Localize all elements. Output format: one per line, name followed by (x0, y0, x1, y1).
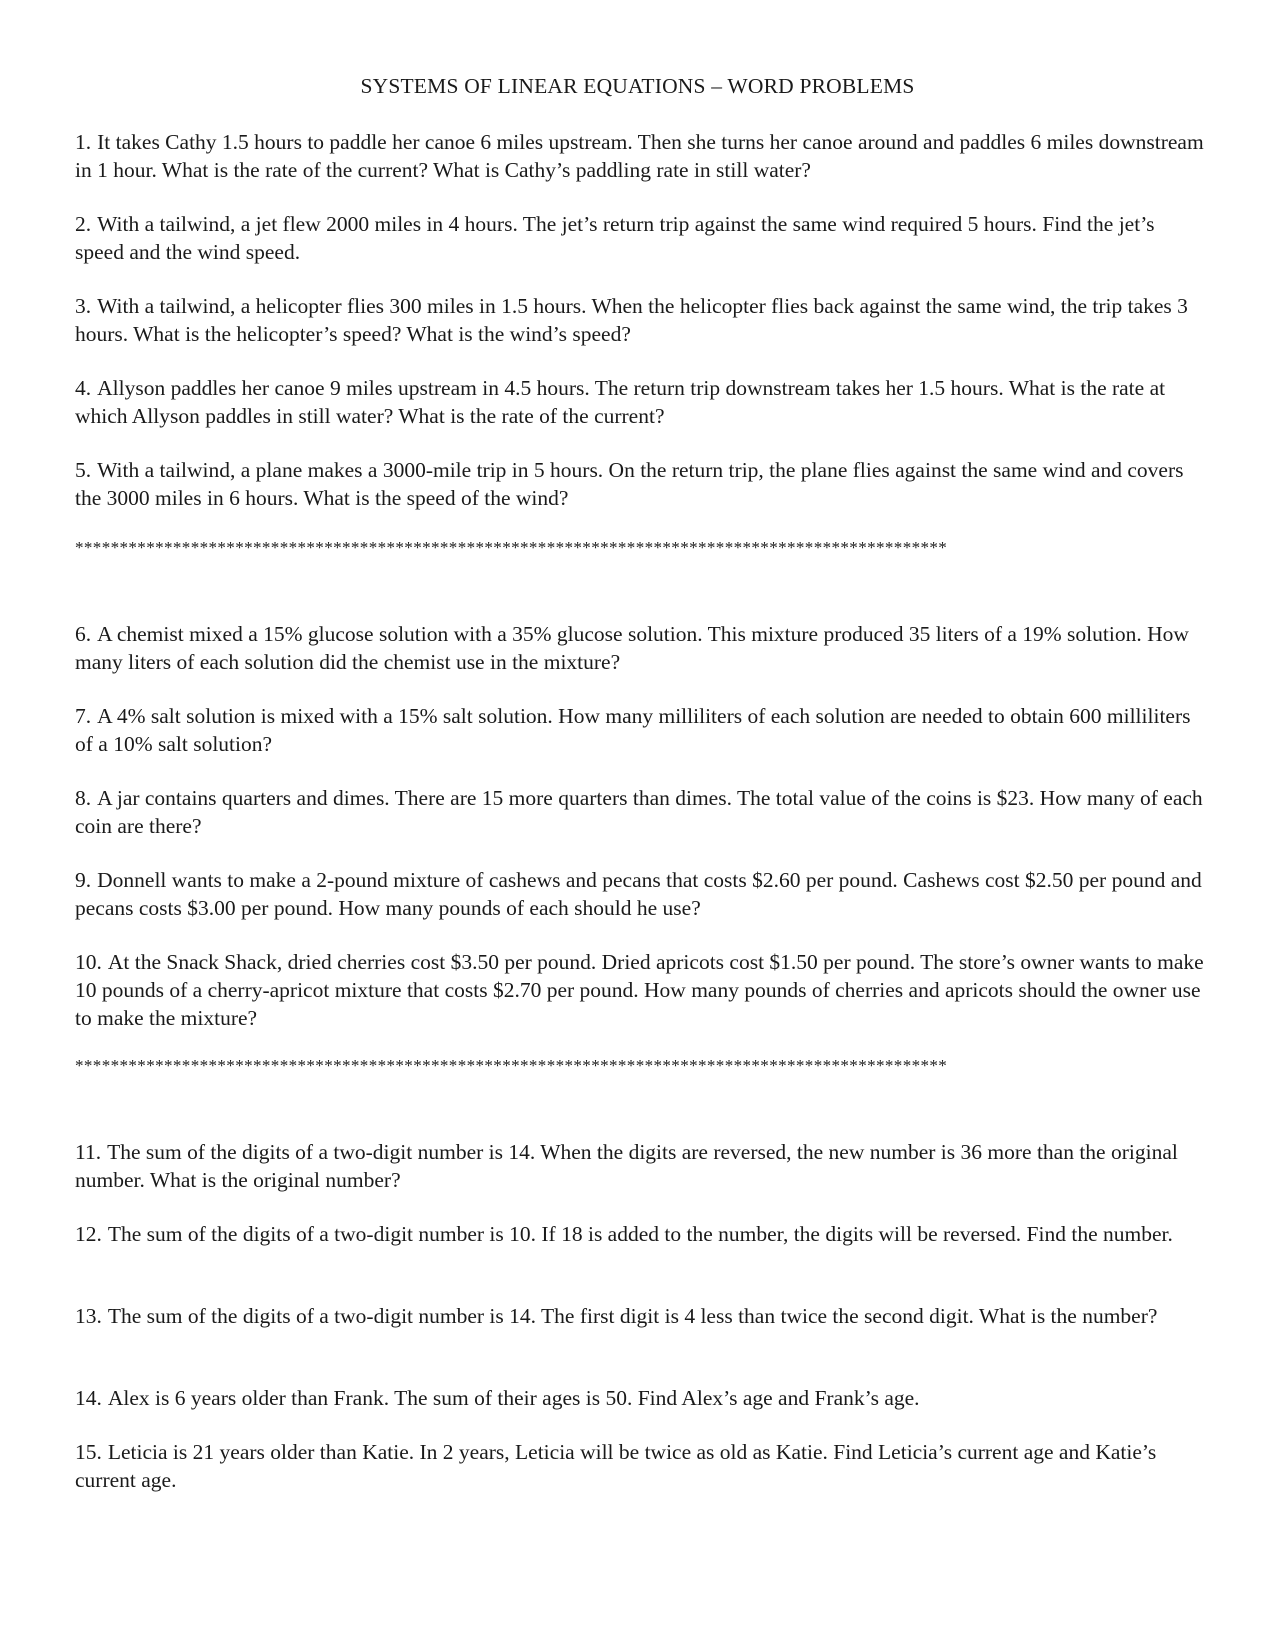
problem-11 (75, 1138, 1205, 1194)
page-title: SYSTEMS OF LINEAR EQUATIONS – WORD PROBLEMS (360, 74, 915, 98)
problem-text: At the Snack Shack, dried cherries cost $3.50 per pound. Dried apricots cost $1.50 per pound. The store’s owner wants to make 10 pounds of a cherry-apricot mixture that costs $2.70 per pound. How many pounds of cherries and apricots should the owner use to make the mixture? (75, 950, 1204, 1030)
problem-7 (75, 702, 1205, 758)
problem-15 (75, 1438, 1205, 1494)
problem-text: Alex is 6 years older than Frank. The sum of their ages is 50. Find Alex’s age and Frank’s age. (107, 1386, 920, 1410)
problem-text: Allyson paddles her canoe 9 miles upstream in 4.5 hours. The return trip downstream takes her 1.5 hours. What is the rate at which Allyson paddles in still water? What is the rate of the current? (75, 376, 1166, 428)
problem-10 (75, 948, 1205, 1032)
problem-number: 4. (75, 376, 92, 400)
problem-6 (75, 620, 1205, 676)
problem-14 (75, 1384, 1205, 1412)
problem-number: 5. (75, 458, 92, 482)
problem-text: With a tailwind, a plane makes a 3000-mile trip in 5 hours. On the return trip, the plane flies against the same wind and covers the 3000 miles in 6 hours. What is the speed of the wind? (75, 458, 1184, 510)
problem-text: With a tailwind, a helicopter flies 300 miles in 1.5 hours. When the helicopter flies back against the same wind, the trip takes 3 hours. What is the helicopter’s speed? What is the wind’s speed? (75, 294, 1188, 346)
problem-8 (75, 784, 1205, 840)
problem-number: 10. (75, 950, 102, 974)
problem-number: 1. (75, 130, 92, 154)
problem-4 (75, 374, 1205, 430)
problem-number: 15. (75, 1440, 102, 1464)
problem-13 (75, 1302, 1205, 1330)
problem-9 (75, 866, 1205, 922)
problem-text: A 4% salt solution is mixed with a 15% salt solution. How many milliliters of each solution are needed to obtain 600 milliliters of a 10% salt solution? (75, 704, 1191, 756)
problem-number: 14. (75, 1386, 102, 1410)
problem-12 (75, 1220, 1205, 1248)
problem-text: The sum of the digits of a two-digit number is 14. The first digit is 4 less than twice the second digit. What is the number? (107, 1304, 1158, 1328)
problem-2 (75, 210, 1205, 266)
problem-number: 13. (75, 1304, 102, 1328)
problem-5 (75, 456, 1205, 512)
problem-number: 3. (75, 294, 92, 318)
problem-text: Leticia is 21 years older than Katie. In 2 years, Leticia will be twice as old as Katie. Find Leticia’s current age and Katie’s current age. (75, 1440, 1157, 1492)
problem-number: 2. (75, 212, 92, 236)
problem-text: A chemist mixed a 15% glucose solution with a 35% glucose solution. This mixture produced 35 liters of a 19% solution. How many liters of each solution did the chemist use in the mixture? (75, 622, 1189, 674)
problem-text: The sum of the digits of a two-digit number is 10. If 18 is added to the number, the digits will be reversed. Find the number. (107, 1222, 1173, 1246)
problem-number: 12. (75, 1222, 102, 1246)
problem-text: A jar contains quarters and dimes. There are 15 more quarters than dimes. The total value of the coins is $23. How many of each coin are there? (75, 786, 1203, 838)
problem-1 (75, 128, 1205, 184)
problem-text: It takes Cathy 1.5 hours to paddle her canoe 6 miles upstream. Then she turns her canoe around and paddles 6 miles downstream in 1 hour. What is the rate of the current? What is Cathy’s paddling rate in still water? (75, 130, 1204, 182)
problem-number: 7. (75, 704, 92, 728)
problem-number: 11. (75, 1140, 102, 1164)
problem-3 (75, 292, 1205, 348)
problem-text: With a tailwind, a jet flew 2000 miles in 4 hours. The jet’s return trip against the same wind required 5 hours. Find the jet’s speed and the wind speed. (75, 212, 1155, 264)
problem-text: Donnell wants to make a 2-pound mixture of cashews and pecans that costs $2.60 per pound. Cashews cost $2.50 per pound and pecans costs $3.00 per pound. How many pounds of each should he use? (75, 868, 1202, 920)
section-separator: ************************************************************************************************** (75, 1056, 948, 1075)
problem-text: The sum of the digits of a two-digit number is 14. When the digits are reversed, the new number is 36 more than the original number. What is the original number? (75, 1140, 1178, 1192)
problem-number: 6. (75, 622, 92, 646)
section-separator: ************************************************************************************************** (75, 538, 948, 557)
problem-number: 9. (75, 868, 92, 892)
problem-number: 8. (75, 786, 92, 810)
